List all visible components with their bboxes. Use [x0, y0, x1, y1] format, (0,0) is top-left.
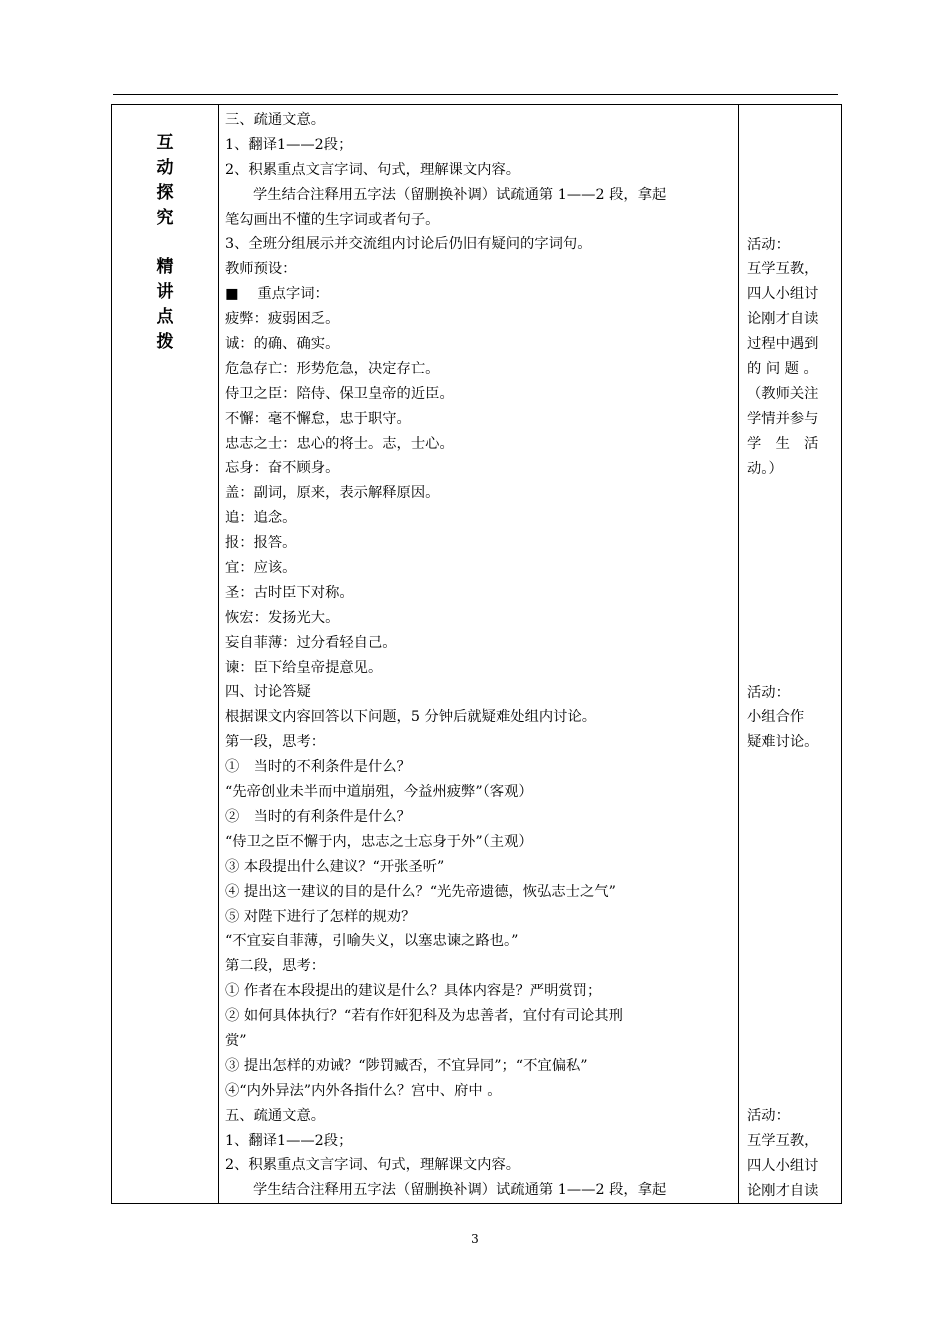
side-title-cell: [112, 105, 219, 1204]
activity-note-line: 活动：: [747, 236, 790, 253]
activity-note-line: 小组合作: [747, 709, 805, 726]
content-line: ① 作者在本段提出的建议是什么？具体内容是？严明赏罚；: [225, 983, 602, 1000]
activity-note-line: 互学互教，: [747, 1132, 819, 1149]
content-line: 根据课文内容回答以下问题，5 分钟后就疑难处组内讨论。: [225, 709, 597, 726]
activity-note-line: 活动：: [747, 1107, 790, 1124]
content-line: 第一段，思考：: [225, 734, 326, 751]
table-row: [112, 105, 842, 1204]
content-line: 圣：古时臣下对称。: [225, 584, 354, 601]
side-title-char: 探: [156, 182, 174, 203]
side-title-char: 互: [156, 133, 174, 153]
content-line: 忠志之士：忠心的将士。志，士心。: [225, 435, 454, 452]
content-line: “侍卫之臣不懈于内，忠志之士忘身于外”（主观）: [225, 833, 533, 850]
side-title: [112, 105, 218, 355]
lesson-table: [111, 104, 842, 1204]
content-line: 1、翻译1——2段；: [225, 136, 353, 153]
activity-note: [747, 233, 835, 482]
notes-spacer: [747, 108, 835, 233]
side-title-char: 精: [156, 257, 174, 278]
content-line: 盖：副词，原来，表示解释原因。: [225, 485, 440, 502]
activity-note-line: 疑难讨论。: [747, 734, 819, 751]
content-line: “先帝创业未半而中道崩殂，今益州疲弊”（客观）: [225, 784, 533, 801]
content-line: ② 当时的有利条件是什么？: [225, 808, 411, 825]
content-line: 侍卫之臣：陪侍、保卫皇帝的近臣。: [225, 385, 454, 402]
side-title-char: 点: [156, 307, 174, 328]
activity-note-line: 学 生 活: [747, 435, 819, 452]
activity-note: [747, 681, 835, 756]
content-line: 2、积累重点文言字词、句式，理解课文内容。: [225, 1157, 521, 1174]
content-line: 学生结合注释用五字法（留删换补调）试疏通第 1——2 段，拿起: [253, 186, 667, 203]
activity-note-line: 互学互教，: [747, 261, 819, 278]
notes-spacer: [747, 755, 835, 1104]
content-line: ③ 提出怎样的劝诫？“陟罚臧否，不宜异同”；“不宜偏私”: [225, 1057, 588, 1074]
activity-note-line: 过程中遇到: [747, 336, 819, 353]
content-line: ① 当时的不利条件是什么？: [225, 759, 411, 776]
content-line: 忘身：奋不顾身。: [225, 460, 340, 477]
activity-note-line: 动。）: [747, 460, 783, 477]
side-title-char: 动: [156, 157, 174, 178]
content-line: “不宜妄自菲薄，引喻失义，以塞忠谏之路也。”: [225, 933, 519, 950]
content-line: 妄自菲薄：过分看轻自己。: [225, 634, 397, 651]
content-line: 三、疏通文意。: [225, 112, 326, 128]
content-line: 诚：的确、确实。: [225, 336, 340, 353]
content-line: 不懈：毫不懈怠，忠于职守。: [225, 410, 411, 427]
content-line: 赏”: [225, 1032, 247, 1049]
content-line: 谏：臣下给皇帝提意见。: [225, 659, 383, 676]
content-line: 五、疏通文意。: [225, 1107, 326, 1124]
content-line: ■ 重点字词：: [225, 286, 329, 303]
activity-note-line: 学情并参与: [747, 410, 819, 427]
content-line: ③ 本段提出什么建议？“开张圣听”: [225, 858, 445, 875]
activity-notes: [739, 105, 841, 1203]
content-line: 疲弊：疲弱困乏。: [225, 311, 340, 328]
content-line: 追：追念。: [225, 510, 297, 527]
content-line: 危急存亡：形势危急，决定存亡。: [225, 360, 440, 377]
content-line: 报：报答。: [225, 535, 297, 552]
side-title-char: 拨: [156, 332, 174, 353]
content-line: ④“内外异法”内外各指什么？宫中、府中 。: [225, 1082, 502, 1099]
activity-note-line: 四人小组讨: [747, 286, 819, 303]
content-line: 四、讨论答疑: [225, 684, 311, 701]
content-line: 笔勾画出不懂的生字词或者句子。: [225, 211, 440, 228]
content-cell: [219, 105, 739, 1204]
header-rule: [113, 94, 838, 95]
activity-note-line: （教师关注: [747, 385, 819, 402]
lesson-content: [219, 105, 738, 1203]
content-line: ② 如何具体执行？“若有作奸犯科及为忠善者，宜付有司论其刑: [225, 1008, 623, 1025]
content-line: 学生结合注释用五字法（留删换补调）试疏通第 1——2 段，拿起: [253, 1182, 667, 1199]
activity-note-line: 活动：: [747, 684, 790, 701]
activity-note-line: 四人小组讨: [747, 1157, 819, 1174]
content-line: 1、翻译1——2段；: [225, 1132, 353, 1149]
activity-note-line: 的 问 题 。: [747, 360, 818, 377]
content-line: 恢宏：发扬光大。: [225, 609, 340, 626]
notes-spacer: [747, 481, 835, 680]
notes-cell: [739, 105, 842, 1204]
side-title-char: 究: [156, 207, 174, 228]
activity-note-line: 论刚才自读: [747, 1182, 819, 1199]
content-line: 2、积累重点文言字词、句式，理解课文内容。: [225, 161, 521, 178]
content-line: 第二段，思考：: [225, 958, 326, 975]
side-title-char: 讲: [156, 282, 174, 303]
content-line: 教师预设：: [225, 261, 297, 278]
content-line: ④ 提出这一建议的目的是什么？“光先帝遗德，恢弘志士之气”: [225, 883, 616, 900]
content-line: 宜：应该。: [225, 560, 297, 577]
content-line: ⑤ 对陛下进行了怎样的规劝？: [225, 908, 416, 925]
page-number: 3: [471, 1232, 479, 1246]
side-title-gap: [112, 231, 218, 256]
content-line: 3、全班分组展示并交流组内讨论后仍旧有疑问的字词句。: [225, 236, 592, 253]
activity-note: [747, 1104, 835, 1204]
activity-note-line: 论刚才自读: [747, 311, 819, 328]
